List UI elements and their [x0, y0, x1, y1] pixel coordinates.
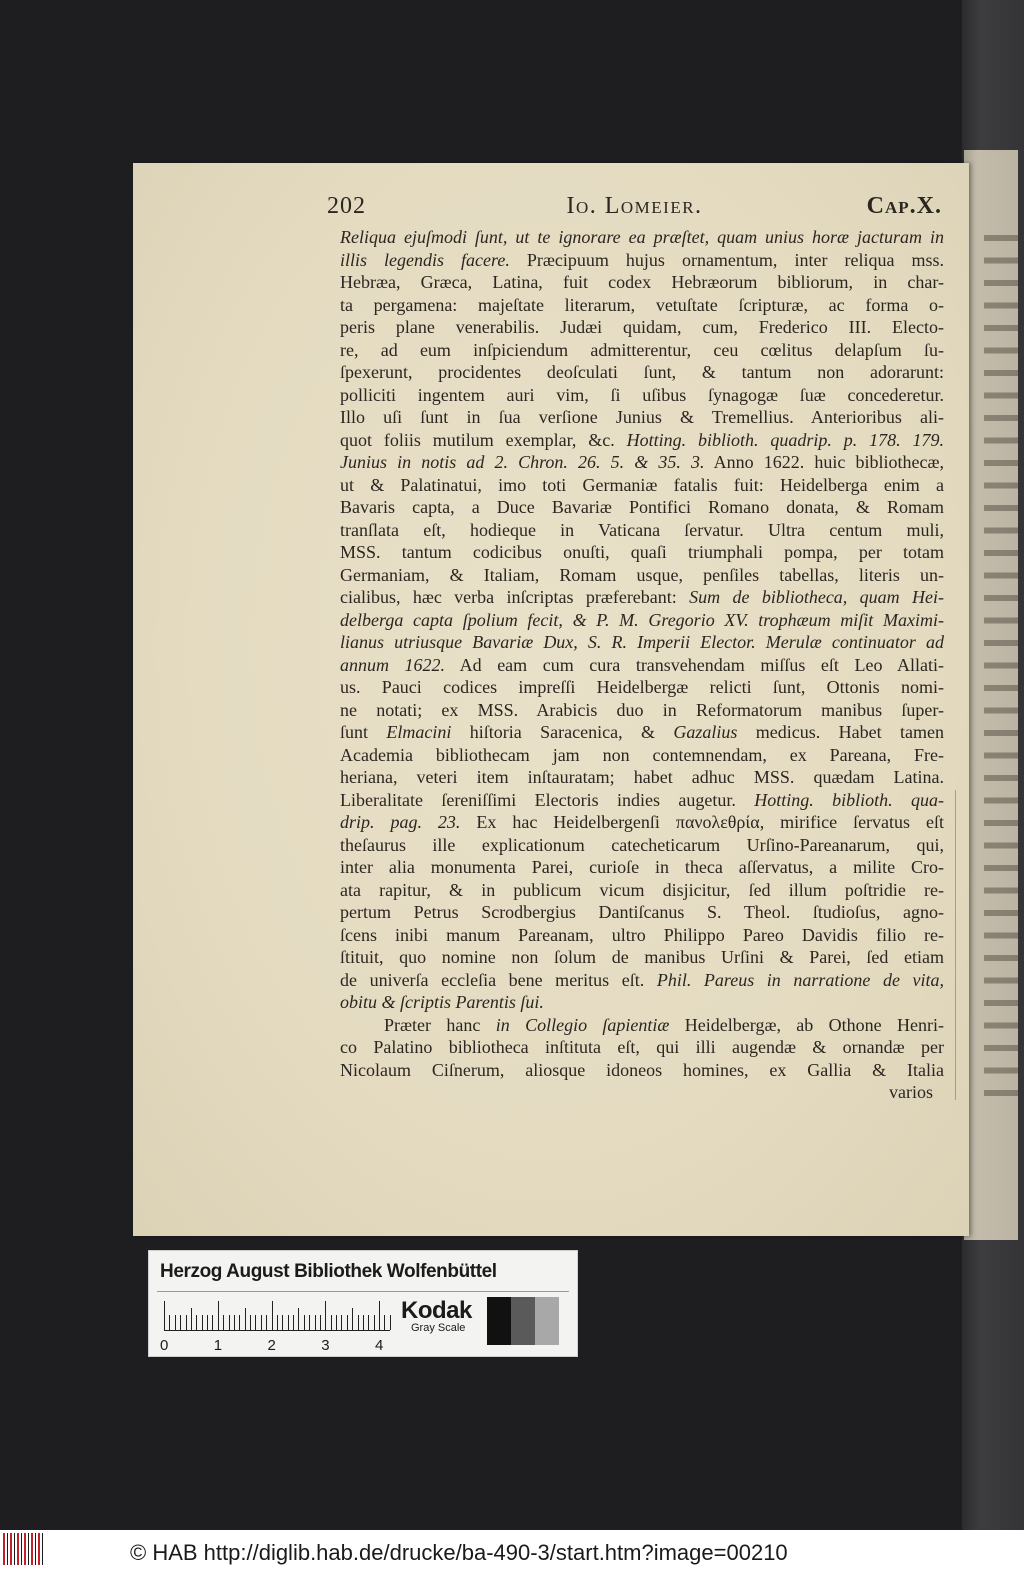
text-segment: Ad eam cum cura transvehendam miſſus eſt Leo Allati-: [445, 654, 944, 675]
ruler-number: 4: [375, 1337, 384, 1354]
ruler-baseline: [164, 1330, 390, 1331]
text-line: [340, 361, 944, 384]
text-segment: inter alia monumenta Parei, curioſe in theca aſſervatus, a milite Cro-: [340, 857, 944, 877]
gray-scale-swatch: [535, 1297, 559, 1345]
text-segment: Ex hac Heidelbergenſi: [460, 812, 676, 832]
text-segment: ta pergamena: majeſtate literarum, vetuſtate ſcripturæ, ac forma o-: [340, 294, 944, 315]
text-line: [340, 429, 944, 452]
ruler-tick: [341, 1315, 342, 1330]
text-segment: ſunt: [340, 722, 387, 742]
ruler-tick: [352, 1308, 353, 1330]
ruler-tick: [331, 1315, 332, 1330]
text-segment: re, ad eum inſpiciendum admitterentur, ceu cœlitus delapſum ſu-: [340, 339, 944, 360]
text-segment: quot foliis mutilum exemplar, &c.: [340, 429, 627, 450]
text-line: [340, 384, 944, 407]
text-line: [340, 901, 944, 924]
ruler-tick: [384, 1315, 385, 1330]
text-segment: ata rapitur, & in publicum vicum disjicitur, ſed illum poſtridie re-: [340, 879, 944, 900]
hab-logo-icon: [3, 1533, 43, 1565]
ruler-number: 1: [213, 1337, 223, 1354]
ruler-tick: [218, 1301, 219, 1330]
text-segment: heriana, veteri item inſtauratam; habet adhuc MSS. quædam Latina.: [340, 767, 944, 787]
ruler-tick: [304, 1315, 305, 1330]
italic-text-segment: lianus utriusque Bavariæ Dux, S. R. Imperii Elector. Merulæ continuator ad: [340, 632, 944, 652]
text-segment: Nicolaum Ciſnerum, aliosque idoneos homines, ex Gallia & Italia: [340, 1059, 944, 1080]
text-line: [340, 406, 944, 429]
ruler-tick: [315, 1315, 316, 1330]
italic-text-segment: in Collegio ſapientiæ: [495, 1014, 670, 1035]
italic-text-segment: Junius in notis ad 2. Chron. 26. 5. & 35. 3.: [340, 452, 705, 472]
text-segment: Heidelbergæ, ab Othone Henri-: [669, 1014, 944, 1035]
text-segment: pertum Petrus Scrodbergius Dantiſcanus S. Theol. ſtudioſus, agno-: [340, 902, 944, 922]
italic-text-segment: annum 1622.: [340, 654, 446, 675]
text-line: [340, 856, 944, 879]
gray-scale-swatch: [511, 1297, 535, 1345]
ruler-tick: [164, 1301, 165, 1330]
italic-text-segment: Gazalius: [673, 722, 738, 742]
ruler-tick: [368, 1315, 369, 1330]
ruler-tick: [266, 1315, 267, 1330]
ruler-tick: [282, 1315, 283, 1330]
text-segment: Bavaris capta, a Duce Bavariæ Pontifici Romano donata, & Romam: [340, 497, 944, 517]
text-segment: Germaniam, & Italiam, Romam usque, penſiles tabellas, literis un-: [340, 564, 944, 585]
ruler-number: 3: [321, 1337, 330, 1354]
ruler-tick: [309, 1315, 310, 1330]
ruler-tick: [223, 1315, 224, 1330]
italic-text-segment: illis legendis facere.: [340, 249, 510, 270]
italic-text-segment: drip. pag. 23.: [340, 812, 461, 832]
gutter-shadow: [955, 790, 956, 1100]
text-segment: Academia bibliothecam jam non contemnendam, ex Pareana, Fre-: [340, 744, 944, 765]
ruler-number: 2: [267, 1337, 276, 1354]
text-segment: hiſtoria Saracenica, &: [451, 722, 674, 742]
ruler-tick: [212, 1315, 213, 1330]
body-text: [340, 226, 944, 1104]
ruler-tick: [191, 1308, 192, 1330]
catchword: varios: [889, 1082, 933, 1102]
adjacent-page-text-bleed: [984, 228, 1018, 1098]
text-segment: medicus. Habet tamen: [737, 722, 944, 742]
text-line: [340, 1036, 944, 1059]
ruler-tick: [196, 1315, 197, 1330]
text-line: [340, 1059, 944, 1082]
text-segment: co Palatino bibliotheca inſtituta eſt, qui illi augendæ & ornandæ per: [340, 1037, 944, 1057]
text-line: [340, 654, 944, 677]
text-line: [340, 586, 944, 609]
text-line: [340, 699, 944, 722]
ruler-tick: [272, 1301, 273, 1330]
italic-text-segment: obitu & ſcriptis Parentis ſui.: [340, 992, 544, 1012]
text-segment: us. Pauci codices impreſſi Heidelbergæ relicti ſunt, Ottonis nomi-: [340, 677, 944, 697]
italic-text-segment: Elmacini: [386, 722, 452, 742]
ruler-tick: [186, 1315, 187, 1330]
ruler-tick: [229, 1315, 230, 1330]
text-segment: ut & Palatinatui, imo toti Germaniæ fatalis fuit: Heidelberga enim a: [340, 474, 944, 495]
ruler-tick: [374, 1315, 375, 1330]
ruler-number: 0: [160, 1337, 169, 1354]
text-segment: ſpexerunt, procidentes deoſculati ſunt, & tantum non adorarunt:: [340, 362, 944, 382]
ruler-tick: [169, 1315, 170, 1330]
text-segment: ſtituit, quo nomine non ſolum de manibus Urſini & Parei, ſed etiam: [340, 947, 944, 967]
ruler-tick: [347, 1315, 348, 1330]
kodak-logo: Kodak: [401, 1297, 472, 1324]
text-line: [340, 609, 944, 632]
adjacent-page-edge: [964, 150, 1018, 1240]
text-line: [340, 834, 944, 857]
text-segment: , mirifice ſervatus eſt: [759, 812, 944, 832]
ruler-tick: [293, 1315, 294, 1330]
text-line: [340, 316, 944, 339]
ruler-tick: [298, 1308, 299, 1330]
text-segment: Hebræa, Græca, Latina, fuit codex Hebræorum bibliorum, in char-: [340, 272, 944, 292]
italic-text-segment: delberga capta ſpolium fecit, & P. M. Gregorio XV. trophæum miſit Maximi-: [340, 609, 944, 630]
text-segment: polliciti ingentem auri vim, ſi uſibus ſynagogæ ſuæ concederetur.: [340, 384, 944, 405]
italic-text-segment: Phil. Pareus in narratione de vita,: [656, 969, 945, 990]
text-segment: πανολεθρία: [675, 812, 760, 832]
library-label-card: [148, 1250, 578, 1357]
ruler-tick: [255, 1315, 256, 1330]
text-line: [340, 766, 944, 789]
institution-name: Herzog August Bibliothek Wolfenbüttel: [160, 1261, 497, 1282]
text-line: [340, 339, 944, 362]
ruler-tick: [245, 1308, 246, 1330]
page-number: 202: [327, 192, 366, 219]
text-line: [340, 946, 944, 969]
text-line: [340, 564, 944, 587]
text-segment: Præcipuum hujus ornamentum, inter reliqua mss.: [509, 249, 944, 270]
ruler-tick: [390, 1315, 391, 1330]
text-line: [340, 226, 944, 249]
ruler-tick: [207, 1315, 208, 1330]
text-segment: theſaurus ille explicationum catecheticarum Urſino-Pareanarum, qui,: [340, 834, 944, 855]
ruler-tick: [277, 1315, 278, 1330]
measurement-ruler: [160, 1301, 393, 1354]
footer-url-text: © HAB http://diglib.hab.de/drucke/ba-490-3/start.htm?image=00210: [130, 1540, 788, 1565]
text-segment: Liberalitate ſereniſſimi Electoris indies augetur.: [340, 789, 755, 810]
text-line: [340, 811, 944, 834]
ruler-tick: [288, 1315, 289, 1330]
ruler-tick: [358, 1315, 359, 1330]
text-segment: peris plane venerabilis. Judæi quidam, cum, Frederico III. Electo-: [340, 317, 944, 337]
text-segment: cialibus, hæc verba inſcriptas præferebant:: [340, 587, 690, 607]
text-line: [340, 789, 944, 812]
text-line: [340, 676, 944, 699]
label-divider: [157, 1291, 569, 1292]
text-segment: MSS. tantum codicibus onuſti, quaſi triumphali pompa, per totam: [340, 542, 944, 562]
chapter-label: Cap.X.: [866, 192, 942, 219]
text-segment: ne notati; ex MSS. Arabicis duo in Reformatorum manibus ſuper-: [340, 699, 944, 720]
gray-scale-swatch: [487, 1297, 511, 1345]
text-line: [340, 294, 944, 317]
ruler-tick: [234, 1315, 235, 1330]
text-segment: ſcens inibi manum Pareanam, ultro Philippo Pareo Davidis filio re-: [340, 924, 944, 945]
text-segment: Præter hanc: [384, 1014, 496, 1035]
text-segment: de univerſa eccleſia bene meritus eſt.: [340, 969, 657, 990]
text-line: [340, 271, 944, 294]
ruler-tick: [379, 1301, 380, 1330]
ruler-tick: [180, 1315, 181, 1330]
ruler-tick: [175, 1315, 176, 1330]
ruler-tick: [261, 1315, 262, 1330]
ruler-tick: [320, 1315, 321, 1330]
running-title: Io. Lomeier.: [566, 192, 703, 219]
ruler-tick: [336, 1315, 337, 1330]
text-segment: tranſlata eſt, hodieque in Vaticana ſervatur. Ultra centum muli,: [340, 519, 944, 540]
text-line: [340, 924, 944, 947]
ruler-tick: [363, 1315, 364, 1330]
footer-bar: [0, 1530, 1024, 1582]
text-line: [340, 721, 944, 744]
text-line: [340, 496, 944, 519]
text-line: [340, 249, 944, 272]
italic-text-segment: Sum de bibliotheca, quam Hei-: [689, 587, 944, 607]
running-head: [327, 190, 942, 222]
text-line: [340, 631, 944, 654]
text-line: [340, 879, 944, 902]
ruler-tick: [239, 1315, 240, 1330]
ruler-tick: [250, 1315, 251, 1330]
text-line: [340, 474, 944, 497]
text-line: [340, 991, 944, 1014]
text-line: [340, 519, 944, 542]
italic-text-segment: Hotting. biblioth. qua-: [754, 789, 944, 810]
gray-scale-label: Gray Scale: [411, 1322, 466, 1334]
italic-text-segment: Hotting. biblioth. quadrip. p. 178. 179.: [626, 429, 944, 450]
text-line: [340, 1014, 944, 1037]
text-line: [340, 744, 944, 767]
text-segment: Anno 1622. huic bibliothecæ,: [704, 452, 944, 472]
text-line: [340, 451, 944, 474]
text-line: [340, 541, 944, 564]
ruler-tick: [325, 1301, 326, 1330]
italic-text-segment: Reliqua ejuſmodi ſunt, ut te ignorare ea præſtet, quam unius horæ jacturam in: [340, 227, 944, 247]
text-line: [340, 969, 944, 992]
ruler-tick: [202, 1315, 203, 1330]
text-segment: Illo uſi ſunt in ſua verſione Junius & Tremellius. Anterioribus ali-: [340, 407, 944, 427]
